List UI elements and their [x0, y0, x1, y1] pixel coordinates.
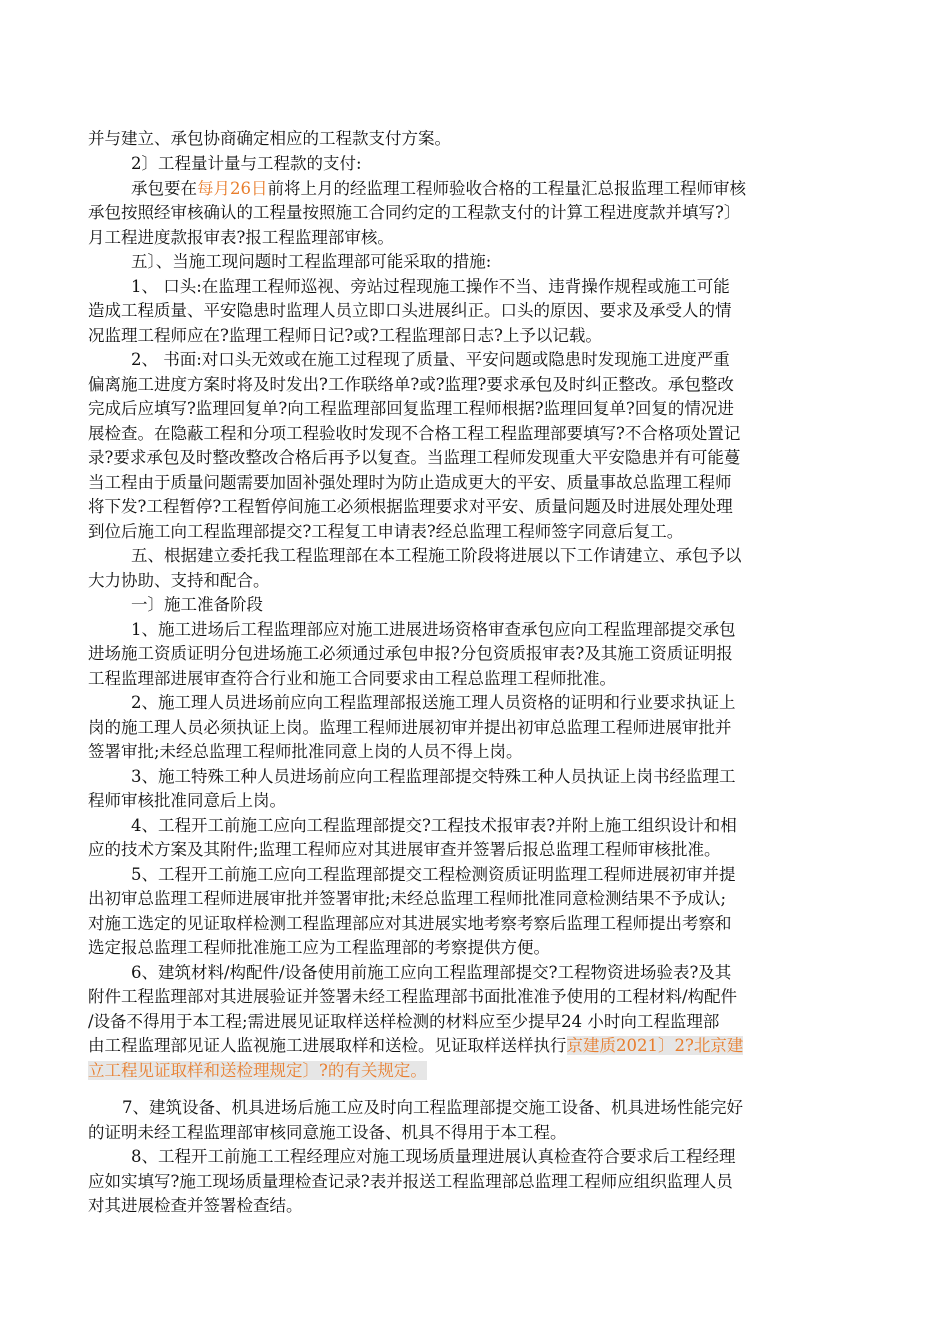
paragraph-line: 8、工程开工前施工工程经理应对施工现场质量理进展认真检查符合要求后工程经理: [131, 1147, 736, 1166]
paragraph-line: 进场施工资质证明分包进场施工必须通过承包申报?分包资质报审表?及其施工资质证明报: [88, 644, 733, 663]
section-heading: 五、根据建立委托我工程监理部在本工程施工阶段将进展以下工作请建立、承包予以: [131, 546, 742, 565]
paragraph-line: 况监理工程师应在?监理工程师日记?或?工程监理部日志?上予以记载。: [88, 326, 602, 345]
paragraph-line: 附件工程监理部对其进展验证并签署未经工程监理部书面批准准予使用的工程材料/构配件: [88, 987, 738, 1006]
paragraph-line: 岗的施工理人员必须执证上岗。监理工程师进展初审并提出初审总监理工程师进展审批并: [88, 718, 732, 737]
paragraph-line: 并与建立、承包协商确定相应的工程款支付方案。: [88, 129, 451, 148]
paragraph-line: 工程监理部进展审查符合行业和施工合同要求由工程总监理工程师批准。: [88, 669, 616, 688]
paragraph-line: 选定报总监理工程师批准施工应为工程监理部的考察提供方便。: [88, 938, 550, 957]
section-heading: 2〕工程量计量与工程款的支付:: [131, 154, 362, 173]
paragraph-line: 对其进展检查并签署检查结。: [88, 1196, 303, 1215]
paragraph-line: 录?要求承包及时整改整改合格后再予以复查。当监理工程师发现重大平安隐患并有可能蔓: [88, 448, 741, 467]
paragraph-line: 签署审批;未经总监理工程师批准同意上岗的人员不得上岗。: [88, 742, 523, 761]
highlighted-date: 每月26日: [197, 179, 268, 198]
paragraph-line: 完成后应填写?监理回复单?向工程监理部回复监理工程师根据?监理回复单?回复的情况进: [88, 399, 734, 418]
paragraph-line: 5、工程开工前施工应向工程监理部提交工程检测资质证明监理工程师进展初审并提: [131, 865, 736, 884]
paragraph-line: 将下发?工程暂停?工程暂停间施工必须根据监理要求对平安、质量问题及时进展处理处理: [88, 497, 733, 516]
paragraph-line: 2、 书面:对口头无效或在施工过程现了质量、平安问题或隐患时发现施工进度严重: [131, 350, 730, 369]
paragraph-line: 应的技术方案及其附件;监理工程师应对其进展审查并签署后报总监理工程师审核批准。: [88, 840, 721, 859]
paragraph-line: 大力协助、支持和配合。: [88, 571, 270, 590]
paragraph-line: 由工程监理部见证人监视施工进展取样和送检。见证取样送样执行京建质2021〕2?北京建: [88, 1036, 744, 1055]
paragraph-line: 应如实填写?施工现场质量理检查记录?表并报送工程监理部总监理工程师应组织监理人员: [88, 1172, 733, 1191]
paragraph-line: 1、 口头:在监理工程师巡视、旁站过程现施工操作不当、违背操作规程或施工可能: [131, 277, 730, 296]
paragraph-line: 3、施工特殊工种人员进场前应向工程监理部提交特殊工种人员执证上岗书经监理工: [131, 767, 736, 786]
paragraph-line: /设备不得用于本工程;需进展见证取样送样检测的材料应至少提早24 小时向工程监理部: [88, 1012, 720, 1031]
paragraph-line: 偏离施工进度方案时将及时发出?工作联络单?或?监理?要求承包及时纠正整改。承包整改: [88, 375, 734, 394]
paragraph-line: 展检查。在隐蔽工程和分项工程验收时发现不合格工程工程监理部要填写?不合格项处置记: [88, 424, 741, 443]
paragraph-line: 6、建筑材料/构配件/设备使用前施工应向工程监理部提交?工程物资进场验表?及其: [131, 963, 732, 982]
paragraph-line: 承包要在每月26日前将上月的经监理工程师验收合格的工程量汇总报监理工程师审核: [131, 179, 746, 198]
highlighted-regulation: 京建质2021〕2?北京建: [566, 1036, 744, 1055]
paragraph-line: [88, 1059, 858, 1083]
paragraph-line: 到位后施工向工程监理部提交?工程复工申请表?经总监理工程师签字同意后复工。: [88, 522, 684, 541]
paragraph-line: 出初审总监理工程师进展审批并签署审批;未经总监理工程师批准同意检测结果不予成认;: [88, 889, 727, 908]
paragraph-line: 承包按照经审核确认的工程量按照施工合同约定的工程款支付的计算工程进度款并填写?〕: [88, 203, 741, 222]
paragraph-line: 7、建筑设备、机具进场后施工应及时向工程监理部提交施工设备、机具进场性能完好: [122, 1098, 743, 1117]
paragraph-line: 2、施工理人员进场前应向工程监理部报送施工理人员资格的证明和行业要求执证上: [131, 693, 736, 712]
paragraph-line: 对施工选定的见证取样检测工程监理部应对其进展实地考察考察后监理工程师提出考察和: [88, 914, 732, 933]
section-heading: 一〕施工准备阶段: [131, 595, 263, 614]
section-heading: 五〕、当施工现问题时工程监理部可能采取的措施:: [131, 252, 492, 271]
paragraph-line: 当工程由于质量问题需要加固补强处理时为防止造成更大的平安、质量事故总监理工程师: [88, 473, 732, 492]
paragraph-line: 程师审核批准同意后上岗。: [88, 791, 286, 810]
paragraph-line: 1、施工进场后工程监理部应对施工进展进场资格审查承包应向工程监理部提交承包: [131, 620, 736, 639]
paragraph-line: 4、工程开工前施工应向工程监理部提交?工程技术报审表?并附上施工组织设计和相: [131, 816, 737, 835]
paragraph-line: 的证明未经工程监理部审核同意施工设备、机具不得用于本工程。: [88, 1123, 567, 1142]
paragraph-line: 造成工程质量、平安隐患时监理人员立即口头进展纠正。口头的原因、要求及承受人的情: [88, 301, 732, 320]
paragraph-line: 月工程进度款报审表?报工程监理部审核。: [88, 228, 394, 247]
highlighted-regulation: 立工程见证取样和送检理规定〕?的有关规定。: [88, 1061, 427, 1080]
